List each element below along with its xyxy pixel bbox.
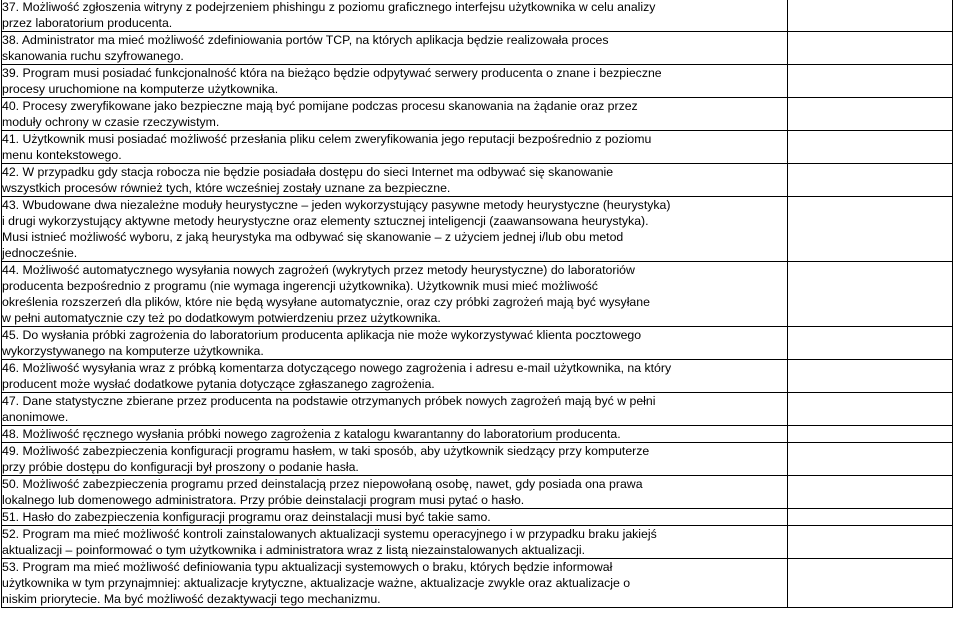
requirement-line	[2, 98, 787, 114]
requirement-text: Hasło do zabezpieczenia konfiguracji programu oraz deinstalacji musi być takie samo.	[22, 510, 491, 524]
requirement-cell	[2, 131, 788, 164]
requirement-text: Użytkownik musi posiadać możliwość przesłania pliku celem zweryfikowania jego reputacji bezpośrednio z poziomu	[22, 132, 652, 146]
requirement-cell	[2, 262, 788, 327]
requirement-text: Możliwość ręcznego wysłania próbki nowego zagrożenia z katalogu kwarantanny do laboratorium producenta.	[22, 427, 621, 441]
requirement-line	[2, 426, 787, 442]
requirement-number: 49.	[2, 444, 20, 458]
requirement-cell	[2, 197, 788, 262]
requirement-line	[2, 459, 787, 475]
requirement-text: aktualizacji – poinformować o tym użytkownika i administratora wraz z listą niezainstalowanych aktualizacji.	[2, 543, 585, 557]
requirement-line	[2, 48, 787, 64]
requirement-number: 45.	[2, 328, 20, 342]
requirement-text: w pełni automatycznie czy też po dodatkowym potwierdzeniu przez użytkownika.	[2, 311, 441, 325]
table-row	[2, 262, 953, 327]
table-row	[2, 197, 953, 262]
requirement-line	[2, 542, 787, 558]
compliance-cell	[788, 327, 953, 360]
requirement-number: 51.	[2, 510, 20, 524]
requirement-line	[2, 131, 787, 147]
compliance-cell	[788, 197, 953, 262]
requirement-line	[2, 310, 787, 326]
table-row	[2, 443, 953, 476]
requirement-text: Możliwość zabezpieczenia programu przed deinstalacją przez niepowołaną osobę, nawet, gdy posiada ona prawa	[22, 477, 643, 491]
requirement-text: niskim priorytecie. Ma być możliwość dezaktywacji tego mechanizmu.	[2, 592, 381, 606]
requirement-number: 39.	[2, 66, 20, 80]
requirement-text: Do wysłania próbki zagrożenia do laboratorium producenta aplikacja nie może wykorzystywać klienta pocztowego	[22, 328, 642, 342]
requirement-text: jednocześnie.	[2, 246, 78, 260]
requirement-line	[2, 197, 787, 213]
table-row	[2, 0, 953, 32]
requirement-cell	[2, 509, 788, 526]
requirement-line	[2, 245, 787, 261]
table-row	[2, 327, 953, 360]
compliance-cell	[788, 526, 953, 559]
requirement-text: określenia rozszerzeń dla plików, które nie będą wysyłane automatycznie, oraz czy próbki zagrożeń mają być wysyłane	[2, 295, 650, 309]
requirement-line	[2, 492, 787, 508]
requirement-text: Program ma mieć możliwość definiowania typu aktualizacji systemowych o braku, których będzie informował	[22, 560, 613, 574]
compliance-cell	[788, 262, 953, 327]
requirement-text: wykorzystywanego na komputerze użytkownika.	[2, 344, 264, 358]
requirement-cell	[2, 0, 788, 32]
requirement-number: 48.	[2, 427, 20, 441]
table-row	[2, 98, 953, 131]
requirement-line	[2, 509, 787, 525]
requirement-line	[2, 393, 787, 409]
requirement-number: 46.	[2, 361, 20, 375]
compliance-cell	[788, 65, 953, 98]
requirement-line	[2, 180, 787, 196]
requirement-line	[2, 343, 787, 359]
requirement-text: W przypadku gdy stacja robocza nie będzie posiadała dostępu do sieci Internet ma odbywać się skanowanie	[22, 165, 614, 179]
table-row	[2, 164, 953, 197]
requirement-line	[2, 65, 787, 81]
requirement-text: Procesy zweryfikowane jako bezpieczne mają być pomijane podczas procesu skanowania na żądanie oraz przez	[22, 99, 638, 113]
requirements-table	[1, 0, 953, 608]
requirement-number: 52.	[2, 527, 20, 541]
requirement-cell	[2, 559, 788, 608]
requirement-cell	[2, 476, 788, 509]
requirement-text: Musi istnieć możliwość wyboru, z jaką heurystyka ma odbywać się skanowanie – z użyciem jednej i/lub obu metod	[2, 230, 624, 244]
requirement-line	[2, 213, 787, 229]
compliance-cell	[788, 98, 953, 131]
requirement-line	[2, 15, 787, 31]
table-row	[2, 393, 953, 426]
requirement-line	[2, 81, 787, 97]
requirement-text: Możliwość wysyłania wraz z próbką komentarza dotyczącego nowego zagrożenia i adresu e-mail użytkownika, na który	[22, 361, 672, 375]
requirement-text: Program musi posiadać funkcjonalność która na bieżąco będzie odpytywać serwery producenta o znane i bezpieczne	[22, 66, 662, 80]
requirement-text: producenta bezpośrednio z programu (nie wymaga ingerencji użytkownika). Użytkownik musi mieć możliwość	[2, 279, 598, 293]
requirement-line	[2, 409, 787, 425]
requirement-text: moduły ochrony w czasie rzeczywistym.	[2, 115, 220, 129]
compliance-cell	[788, 509, 953, 526]
requirement-cell	[2, 393, 788, 426]
requirement-line	[2, 114, 787, 130]
requirement-text: Program ma mieć możliwość kontroli zainstalowanych aktualizacji systemu operacyjnego i w przypadku braku jakiejś	[22, 527, 657, 541]
requirement-line	[2, 229, 787, 245]
requirement-line	[2, 559, 787, 575]
requirement-number: 37.	[2, 0, 20, 14]
compliance-cell	[788, 0, 953, 32]
requirement-text: menu kontekstowego.	[2, 148, 122, 162]
requirement-line	[2, 0, 787, 15]
requirement-text: użytkownika w tym przynajmniej: aktualizacje krytyczne, aktualizacje ważne, aktualizacje zwykle oraz aktualizacje o	[2, 576, 631, 590]
compliance-cell	[788, 360, 953, 393]
compliance-cell	[788, 393, 953, 426]
table-row	[2, 65, 953, 98]
requirement-cell	[2, 164, 788, 197]
requirement-line	[2, 294, 787, 310]
table-row	[2, 509, 953, 526]
requirement-line	[2, 476, 787, 492]
requirement-cell	[2, 360, 788, 393]
table-row	[2, 360, 953, 393]
requirement-text: procesy uruchomione na komputerze użytkownika.	[2, 82, 279, 96]
requirement-cell	[2, 526, 788, 559]
table-row	[2, 559, 953, 608]
requirement-line	[2, 262, 787, 278]
requirement-text: lokalnego lub domenowego administratora. Przy próbie deinstalacji program musi pytać o hasło.	[2, 493, 525, 507]
requirement-number: 53.	[2, 560, 20, 574]
requirement-cell	[2, 32, 788, 65]
requirement-text: przez laboratorium producenta.	[2, 16, 173, 30]
table-row	[2, 526, 953, 559]
requirement-line	[2, 32, 787, 48]
requirement-text: Wbudowane dwa niezależne moduły heurystyczne – jeden wykorzystujący pasywne metody heurystyczne (heurystyka)	[22, 198, 671, 212]
requirement-text: producent może wysłać dodatkowe pytania dotyczące zgłaszanego zagrożenia.	[2, 377, 435, 391]
requirement-line	[2, 575, 787, 591]
compliance-cell	[788, 164, 953, 197]
requirement-text: anonimowe.	[2, 410, 69, 424]
requirement-text: Administrator ma mieć możliwość zdefiniowania portów TCP, na których aplikacja będzie realizowała proces	[21, 33, 609, 47]
requirement-text: wszystkich procesów również tych, które wcześniej zostały uznane za bezpieczne.	[2, 181, 451, 195]
requirements-table-body	[2, 0, 953, 608]
compliance-cell	[788, 476, 953, 509]
requirement-line	[2, 360, 787, 376]
requirement-cell	[2, 443, 788, 476]
requirement-number: 43.	[2, 198, 20, 212]
requirement-cell	[2, 98, 788, 131]
table-row	[2, 32, 953, 65]
requirement-line	[2, 147, 787, 163]
requirement-number: 47.	[2, 394, 20, 408]
requirement-text: Możliwość zgłoszenia witryny z podejrzeniem phishingu z poziomu graficznego interfejsu użytkownika w celu analizy	[22, 0, 656, 14]
requirement-text: Możliwość zabezpieczenia konfiguracji programu hasłem, w taki sposób, aby użytkownik siedzący przy komputerze	[22, 444, 650, 458]
compliance-cell	[788, 131, 953, 164]
compliance-cell	[788, 426, 953, 443]
requirement-number: 41.	[2, 132, 20, 146]
requirement-cell	[2, 327, 788, 360]
requirement-text: przy próbie dostępu do konfiguracji był proszony o podanie hasła.	[2, 460, 359, 474]
requirement-text: skanowania ruchu szyfrowanego.	[2, 49, 184, 63]
compliance-cell	[788, 443, 953, 476]
requirement-number: 42.	[2, 165, 20, 179]
table-row	[2, 131, 953, 164]
requirement-line	[2, 278, 787, 294]
requirement-number: 38.	[2, 33, 20, 47]
compliance-cell	[788, 32, 953, 65]
requirement-line	[2, 327, 787, 343]
requirement-text: Dane statystyczne zbierane przez producenta na podstawie otrzymanych próbek nowych zagrożeń mają być w pełni	[22, 394, 656, 408]
requirement-line	[2, 591, 787, 607]
requirement-line	[2, 164, 787, 180]
requirement-line	[2, 526, 787, 542]
table-row	[2, 426, 953, 443]
requirement-number: 40.	[2, 99, 20, 113]
requirement-text: Możliwość automatycznego wysyłania nowych zagrożeń (wykrytych przez metody heurystyczne) do laboratoriów	[22, 263, 635, 277]
requirement-number: 44.	[2, 263, 20, 277]
requirement-line	[2, 376, 787, 392]
requirement-cell	[2, 65, 788, 98]
requirement-cell	[2, 426, 788, 443]
compliance-cell	[788, 559, 953, 608]
requirement-text: i drugi wykorzystujący aktywne metody heurystyczne oraz elementy sztucznej inteligencji (zaawansowana heurystyka).	[2, 214, 649, 228]
table-row	[2, 476, 953, 509]
requirement-line	[2, 443, 787, 459]
requirement-number: 50.	[2, 477, 20, 491]
